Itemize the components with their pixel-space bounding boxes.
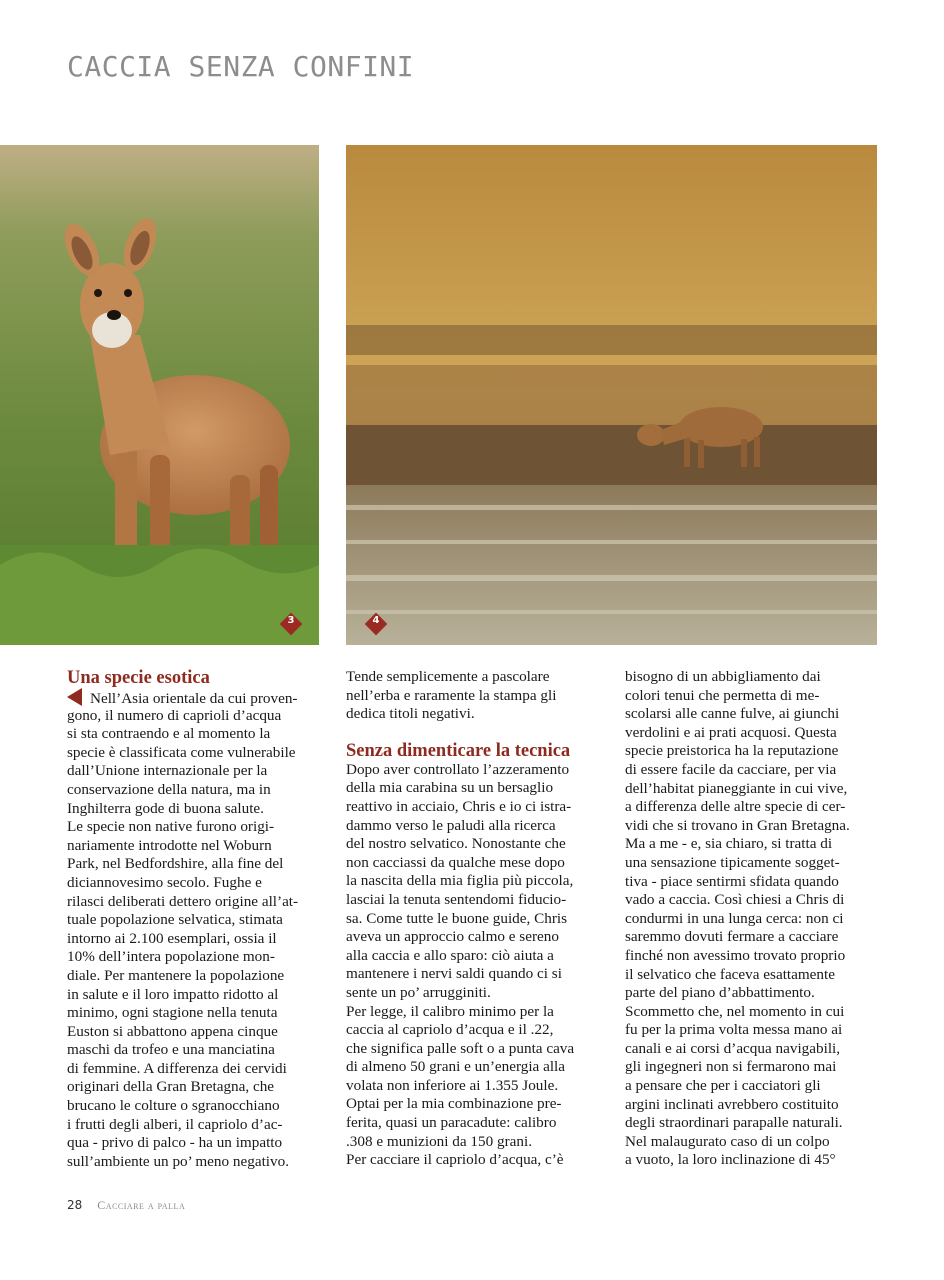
text-line: in salute e il loro impatto ridotto al (67, 985, 279, 1003)
text-line: gli ingegneri non si fermarono mai (625, 1058, 837, 1076)
text-line: del nostro selvatico. Nonostante che (346, 835, 566, 853)
text-line: .308 e munizioni da 150 grani. (346, 1132, 533, 1150)
text-line: Inghilterra gode di buona salute. (67, 799, 264, 817)
text-line: Per cacciare il capriolo d’acqua, c’è (346, 1151, 564, 1169)
text-line: Le specie non native furono origi- (67, 818, 275, 836)
text-line: maschi da trofeo e una manciatina (67, 1041, 275, 1059)
photo-number-marker (365, 613, 387, 635)
text-line: a differenza delle altre specie di cer- (625, 798, 846, 816)
text-line: Scommetto che, nel momento in cui (625, 1002, 845, 1020)
text-column-2 (346, 668, 602, 1170)
text-line: condurmi in una lunga cerca: non ci (625, 909, 844, 927)
text-line: la nascita della mia figlia più piccola, (346, 872, 574, 890)
text-line: sull’ambiente un po’ meno negativo. (67, 1152, 289, 1170)
text-line: dedica titoli negativi. (346, 705, 475, 723)
text-line: vidi che si trovano in Gran Bretagna. (625, 816, 850, 834)
text-line: di almeno 50 grani e un’energia alla (346, 1058, 566, 1076)
text-line: sa. Come tutte le buone guide, Chris (346, 909, 568, 927)
text-line: diciannovesimo secolo. Fughe e (67, 873, 262, 891)
text-line: aveva un approccio calmo e sereno (346, 928, 559, 946)
photo-number-marker (280, 613, 302, 635)
text-line: reattivo in acciaio, Chris e io ci istra- (346, 797, 572, 815)
text-line: fu per la prima volta messa mano ai (625, 1021, 843, 1039)
text-line: caccia al capriolo d’acqua e il .22, (346, 1021, 554, 1039)
text-line: parte del piano d’abbattimento. (625, 984, 815, 1002)
text-line: si sta contraendo e al momento la (67, 725, 271, 743)
page-number: 28 (67, 1198, 83, 1212)
photo-water-deer-grass (0, 145, 319, 645)
text-line: saremmo dovuti fermare a cacciare (625, 928, 839, 946)
text-line: gono, il numero di caprioli d’acqua (67, 706, 282, 724)
text-line: specie è classificata come vulnerabile (67, 743, 296, 761)
text-line: una sensazione tipicamente sogget- (625, 853, 840, 871)
triangle-marker-icon (67, 688, 82, 706)
text-line: originari della Gran Bretagna, che (67, 1078, 275, 1096)
text-line: bisogno di un abbigliamento dai (625, 668, 821, 685)
text-line: Ma a me - e, sia chiaro, si tratta di (625, 835, 833, 853)
text-line: che significa palle soft o a punta cava (346, 1039, 575, 1057)
text-line: mantenere i nervi saldi quando ci si (346, 965, 562, 983)
text-line: nariamente introdotte nel Woburn (67, 836, 272, 854)
text-line: nell’erba e raramente la stampa gli (346, 686, 557, 704)
text-line: dammo verso le paludi alla ricerca (346, 816, 556, 834)
text-column-1 (67, 668, 323, 1171)
text-line: Nel malaugurato caso di un colpo (625, 1132, 830, 1150)
text-line: 4 (372, 615, 380, 626)
text-line: conservazione della natura, ma in (67, 780, 271, 798)
text-line: intorno ai 2.100 esemplari, ossia il (67, 929, 277, 947)
text-line: il selvatico che faceva esattamente (625, 965, 835, 983)
text-line: Park, nel Bedfordshire, alla fine del (67, 855, 284, 873)
text-line: brucano le colture o sgranocchiano (67, 1097, 280, 1115)
text-line: di essere facile da cacciare, per via (625, 760, 837, 778)
text-line: dell’habitat pianeggiante in cui vive, (625, 779, 848, 797)
magazine-name: Cacciare a palla (97, 1198, 186, 1212)
text-line: dall’Unione internazionale per la (67, 762, 268, 780)
text-line: minimo, ogni stagione nella tenuta (67, 1004, 278, 1022)
text-line: rilasci deliberati dettero origine all’at- (67, 892, 299, 910)
text-line: i frutti degli alberi, il capriolo d’ac- (67, 1115, 283, 1133)
text-line: canali e ai corsi d’acqua navigabili, (625, 1039, 841, 1057)
text-line: non cacciassi da qualche mese dopo (346, 853, 565, 871)
section-heading: Una specie esotica (67, 668, 210, 688)
text-line: vado a caccia. Così chiesi a Chris di (625, 891, 845, 909)
text-line: qua - privo di palco - ha un impatto (67, 1134, 283, 1152)
text-line: volata non inferiore ai 1.355 Joule. (346, 1076, 559, 1094)
text-line: a vuoto, la loro inclinazione di 45° (625, 1151, 836, 1169)
text-line: scolarsi alle canne fulve, ai giunchi (625, 705, 840, 723)
text-line: a pensare che per i cacciatori gli (625, 1077, 821, 1095)
text-line: lasciai la tenuta sentendomi fiducio- (346, 890, 567, 908)
text-line: colori tenui che permetta di me- (625, 686, 820, 704)
text-line: della mia carabina su un bersaglio (346, 779, 554, 797)
text-line (67, 688, 323, 707)
text-line: ferita, quasi un paracadute: calibro (346, 1114, 557, 1132)
section-heading: Senza dimenticare la tecnica (346, 740, 571, 761)
text-line: Optai per la mia combinazione pre- (346, 1095, 562, 1113)
text-line: alla caccia e allo sparo: ciò aiuta a (346, 946, 554, 964)
text-line: sente un po’ arrugginiti. (346, 983, 491, 1001)
text-line: diale. Per mantenere la popolazione (67, 966, 285, 984)
text-line: degli straordinari parapalle naturali. (625, 1114, 843, 1132)
text-line: argini inclinati avrebbero costituito (625, 1095, 839, 1113)
text-line: Nell’Asia orientale da cui proven- (90, 690, 298, 707)
text-line: di femmine. A differenza dei cervidi (67, 1059, 287, 1077)
page-title: CACCIA SENZA CONFINI (67, 50, 415, 83)
photo-water-deer-reeds (346, 145, 877, 645)
text-column-3 (625, 668, 881, 1170)
text-line: tuale popolazione selvatica, stimata (67, 911, 283, 929)
text-line: tiva - piace sentirmi sfidata quando (625, 872, 839, 890)
text-line: Tende semplicemente a pascolare (346, 668, 550, 685)
text-line: Euston si abbattono appena cinque (67, 1022, 278, 1040)
text-line: specie preistorica ha la reputazione (625, 742, 839, 760)
text-line: Per legge, il calibro minimo per la (346, 1002, 554, 1020)
text-line: finché non avessimo trovato proprio (625, 946, 846, 964)
text-line: 3 (287, 615, 295, 626)
page-footer (67, 1198, 185, 1213)
text-line: verdolini e ai prati acquosi. Questa (625, 723, 837, 741)
text-line: 10% dell’intera popolazione mon- (67, 948, 275, 966)
text-line: Dopo aver controllato l’azzeramento (346, 760, 570, 778)
